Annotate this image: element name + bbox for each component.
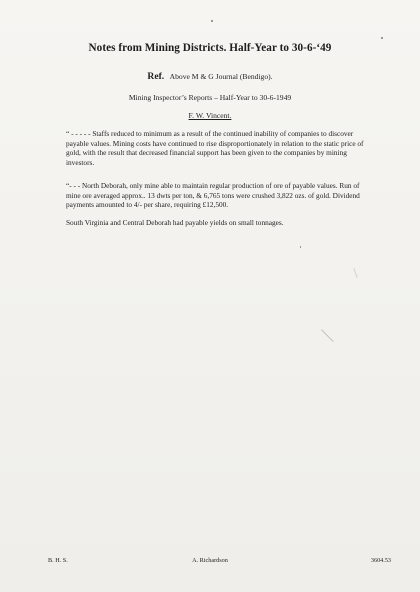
- paragraph-north-deborah: “- - - North Deborah, only mine able to maintain regular production of ore of payable values. Run of mine ore averaged approx.. 13 dwts per ton, & 6,765 tons were crushed 3,822 ozs. of gold. Dividend payments amounted to 4/- per share, requiring £12,500.: [66, 181, 360, 210]
- reference-text: Above M & G Journal (Bendigo).: [169, 72, 273, 81]
- scan-speck: [381, 37, 383, 39]
- document-title: Notes from Mining Districts. Half-Year to 30-6-‘49: [88, 42, 332, 54]
- footer-right: 3604.53: [370, 557, 391, 564]
- report-subtitle: Mining Inspector’s Reports – Half-Year to 30-6-1949: [128, 93, 292, 102]
- scan-scratch: [321, 329, 334, 342]
- scan-speck: [300, 246, 301, 248]
- paragraph-staffs-reduced: “ - - - - - Staffs reduced to minimum as a result of the continued inability of companies to discover payable values. Mining costs have continued to rise disproportionately in relation to the static price of gold, with the result that decreased financial support has been given to the companies by mining investors.: [66, 129, 364, 168]
- scan-speck: [211, 20, 213, 22]
- author-line: [0, 111, 420, 120]
- footer-center: A. Richardson: [192, 557, 228, 564]
- scan-scratch: [353, 268, 357, 278]
- author-name: F. W. Vincent.: [188, 111, 232, 120]
- reference-label: Ref.: [147, 71, 165, 82]
- footer-left: B. H. S.: [48, 557, 68, 564]
- paragraph-south-virginia: South Virginia and Central Deborah had payable yields on small tonnages.: [66, 218, 284, 227]
- reference-line: [0, 71, 420, 82]
